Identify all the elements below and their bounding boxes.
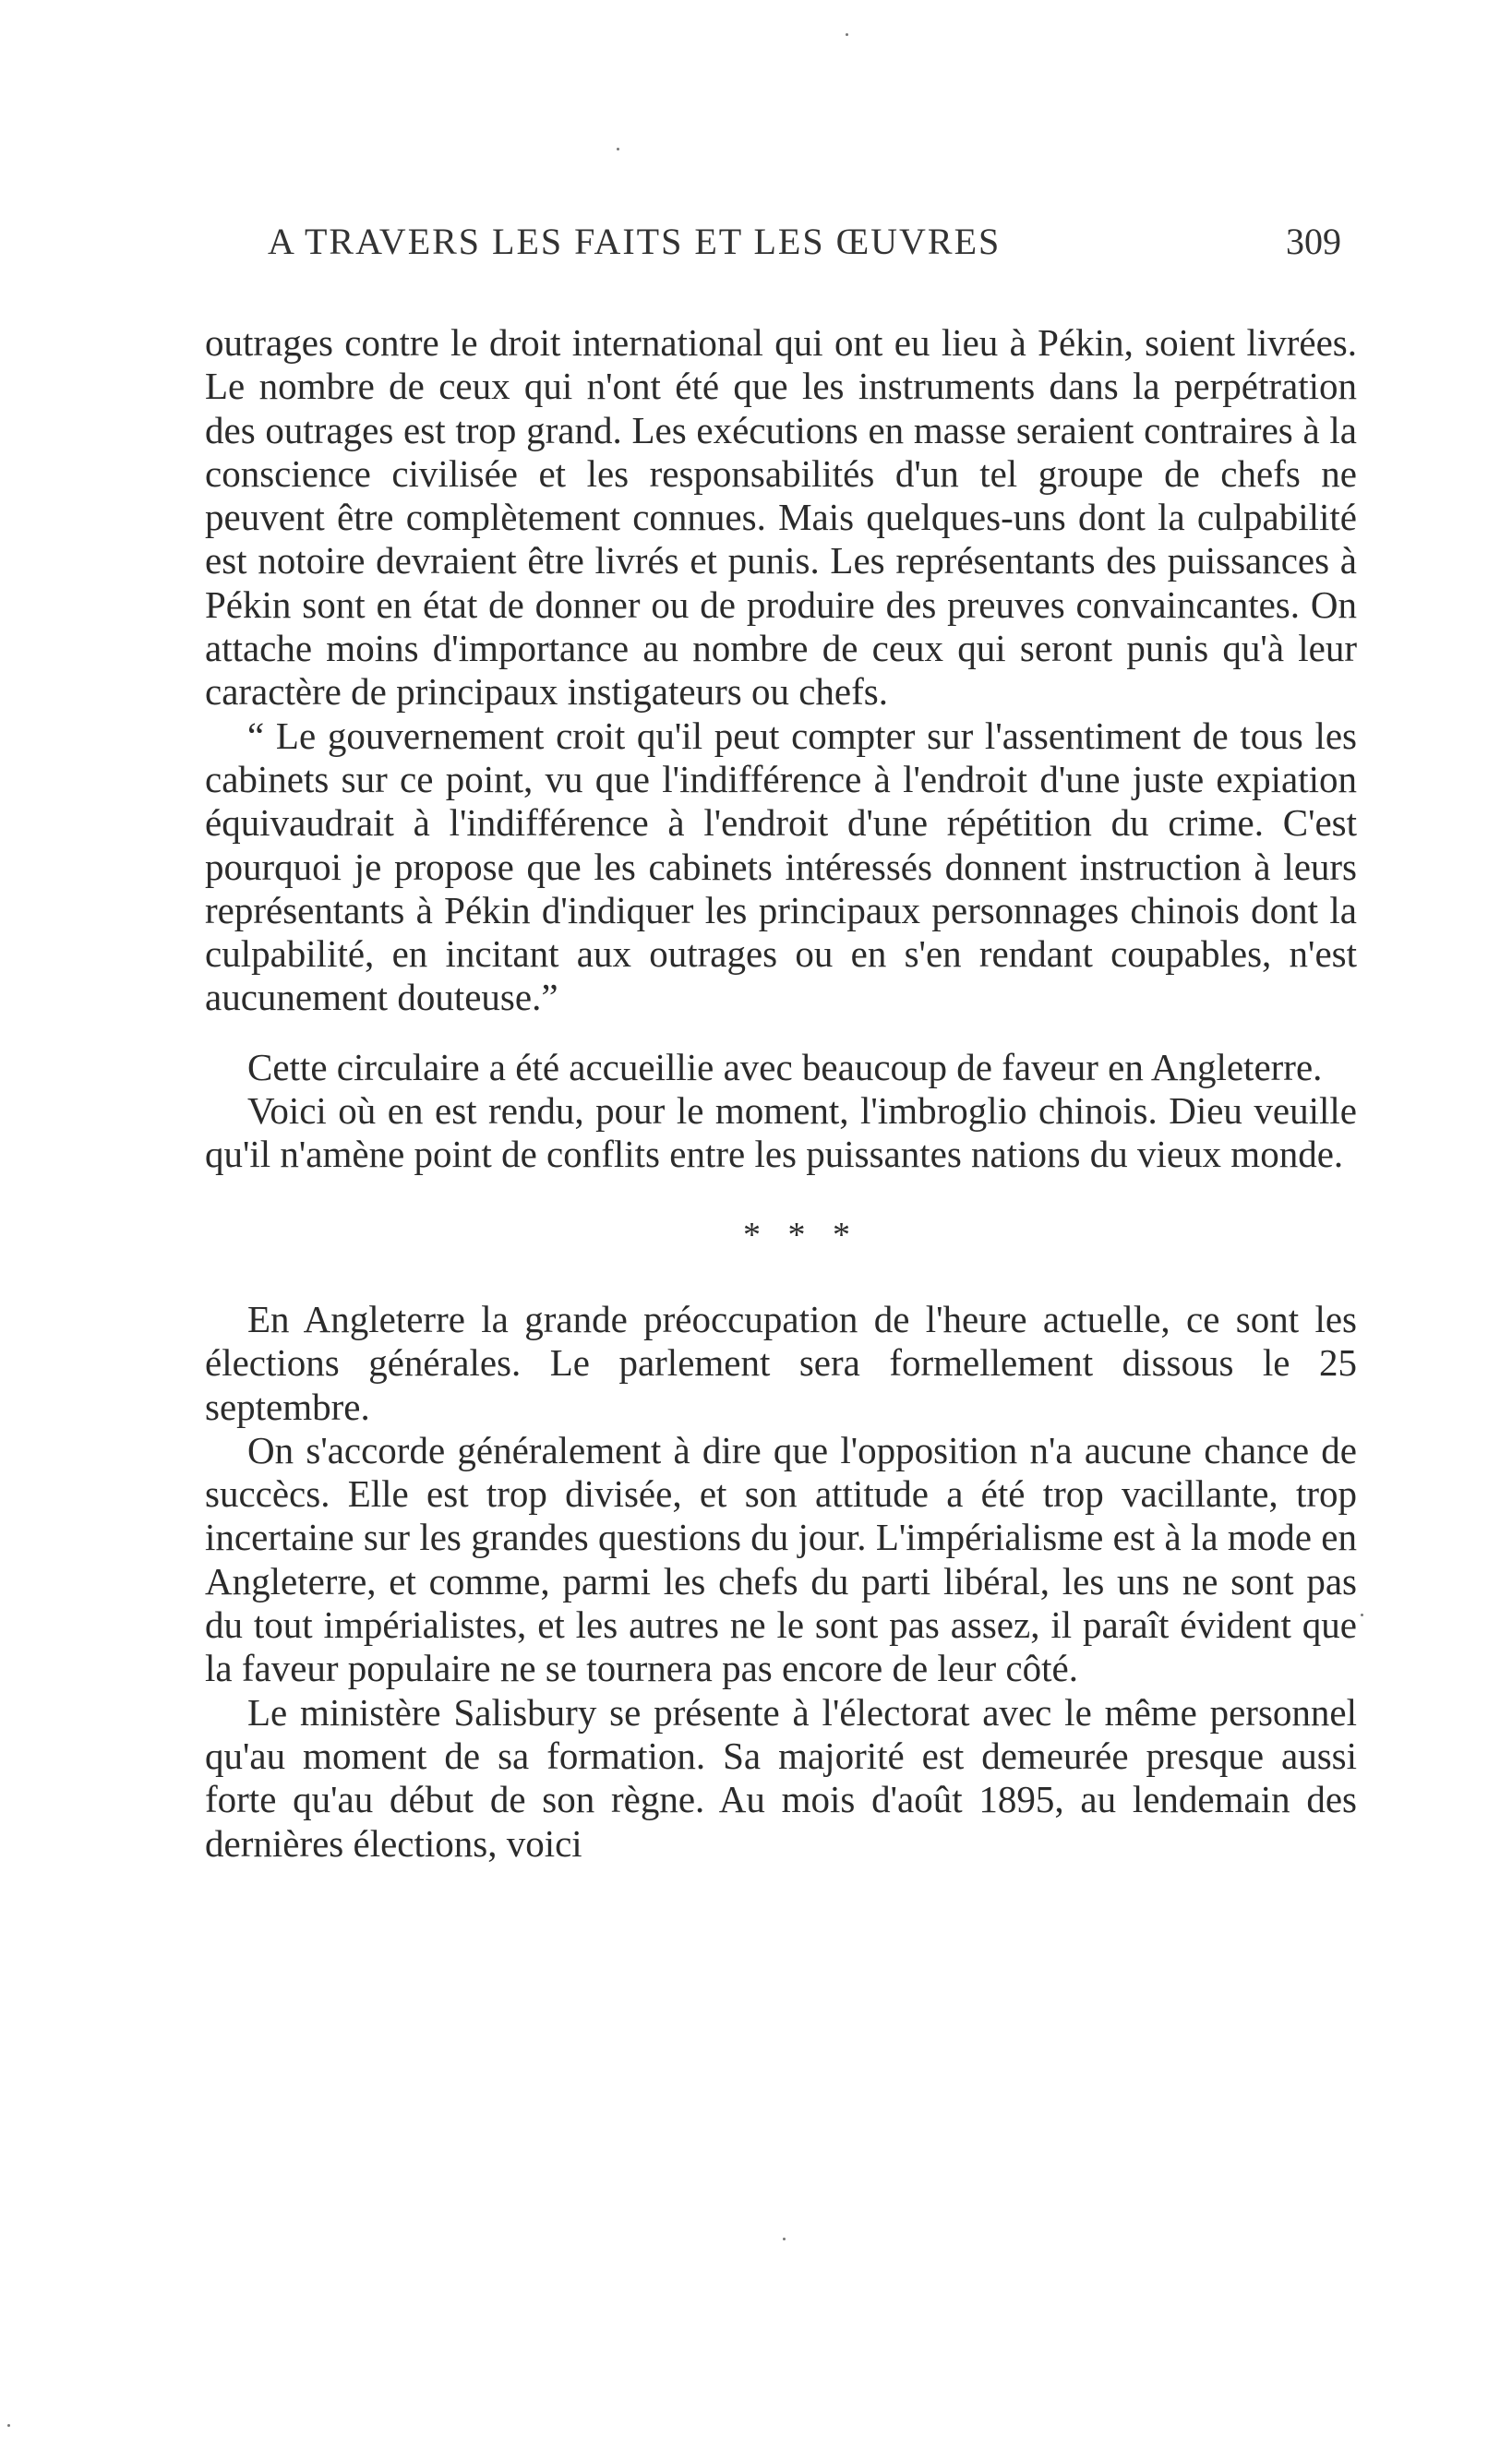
paragraph-imbroglio: Voici où en est rendu, pour le moment, l'imbroglio chinois. Dieu veuille qu'il n'amène point de conflits entre les puissantes nations du vieux monde. — [205, 1089, 1357, 1176]
paragraph-quotation: “ Le gouvernement croit qu'il peut compter sur l'assentiment de tous les cabinets sur ce point, vu que l'indifférence à l'endroit d'une juste expiation équivaudrait à l'indifférence à l'endroit d'une répétition du crime. C'est pourquoi je propose que les cabinets intéressés donnent instruction à leurs représentants à Pékin d'indiquer les principaux personnages chinois dont la culpabilité, en incitant aux outrages ou en s'en rendant coupables, n'est aucunement douteuse.” — [205, 714, 1357, 1019]
paragraph-opposition: On s'accorde généralement à dire que l'opposition n'a aucune chance de succècs. Elle est trop divisée, et son attitude a été trop vacillante, trop incertaine sur les grandes questions du jour. L'impérialisme est à la mode en Angleterre, et comme, parmi les chefs du parti libéral, les uns ne sont pas du tout impérialistes, et les autres ne le sont pas assez, il paraît évident que la faveur populaire ne se tournera pas encore de leur côté. — [205, 1428, 1357, 1690]
paragraph-salisbury: Le ministère Salisbury se présente à l'électorat avec le même personnel qu'au moment de sa formation. Sa majorité est demeurée presque aussi forte qu'au début de son règne. Au mois d'août 1895, au lendemain des dernières élections, voici — [205, 1690, 1357, 1865]
running-title: A TRAVERS LES FAITS ET LES ŒUVRES — [268, 221, 1002, 262]
paragraph-continuation: outrages contre le droit international qui ont eu lieu à Pékin, soient livrées. Le nombre de ceux qui n'ont été que les instruments dans la perpétration des outrages est trop grand. Les exécutions en masse seraient contraires à la conscience civilisée et les responsabilités d'un tel groupe de chefs ne peuvent être complètement connues. Mais quelques-uns dont la culpabilité est notoire devraient être livrés et punis. Les représentants des puissances à Pékin sont en état de donner ou de produire des preuves convaincantes. On attache moins d'importance au nombre de ceux qui seront punis qu'à leur caractère de principaux instigateurs ou chefs. — [205, 321, 1357, 714]
paragraph-circulaire: Cette circulaire a été accueillie avec beaucoup de faveur en Angleterre. — [247, 1045, 1323, 1088]
running-head — [205, 220, 1341, 275]
page-number: 309 — [1286, 221, 1341, 262]
print-speck — [1361, 1614, 1363, 1616]
section-separator: * * * — [743, 1215, 859, 1255]
paragraph-elections: En Angleterre la grande préoccupation de l'heure actuelle, ce sont les élections générales. Le parlement sera formellement dissous le 25 septembre. — [205, 1297, 1357, 1428]
print-speck — [846, 33, 848, 36]
print-speck — [783, 2238, 786, 2240]
body-text — [205, 321, 1357, 1866]
print-speck — [617, 148, 619, 150]
print-speck — [7, 2424, 10, 2427]
